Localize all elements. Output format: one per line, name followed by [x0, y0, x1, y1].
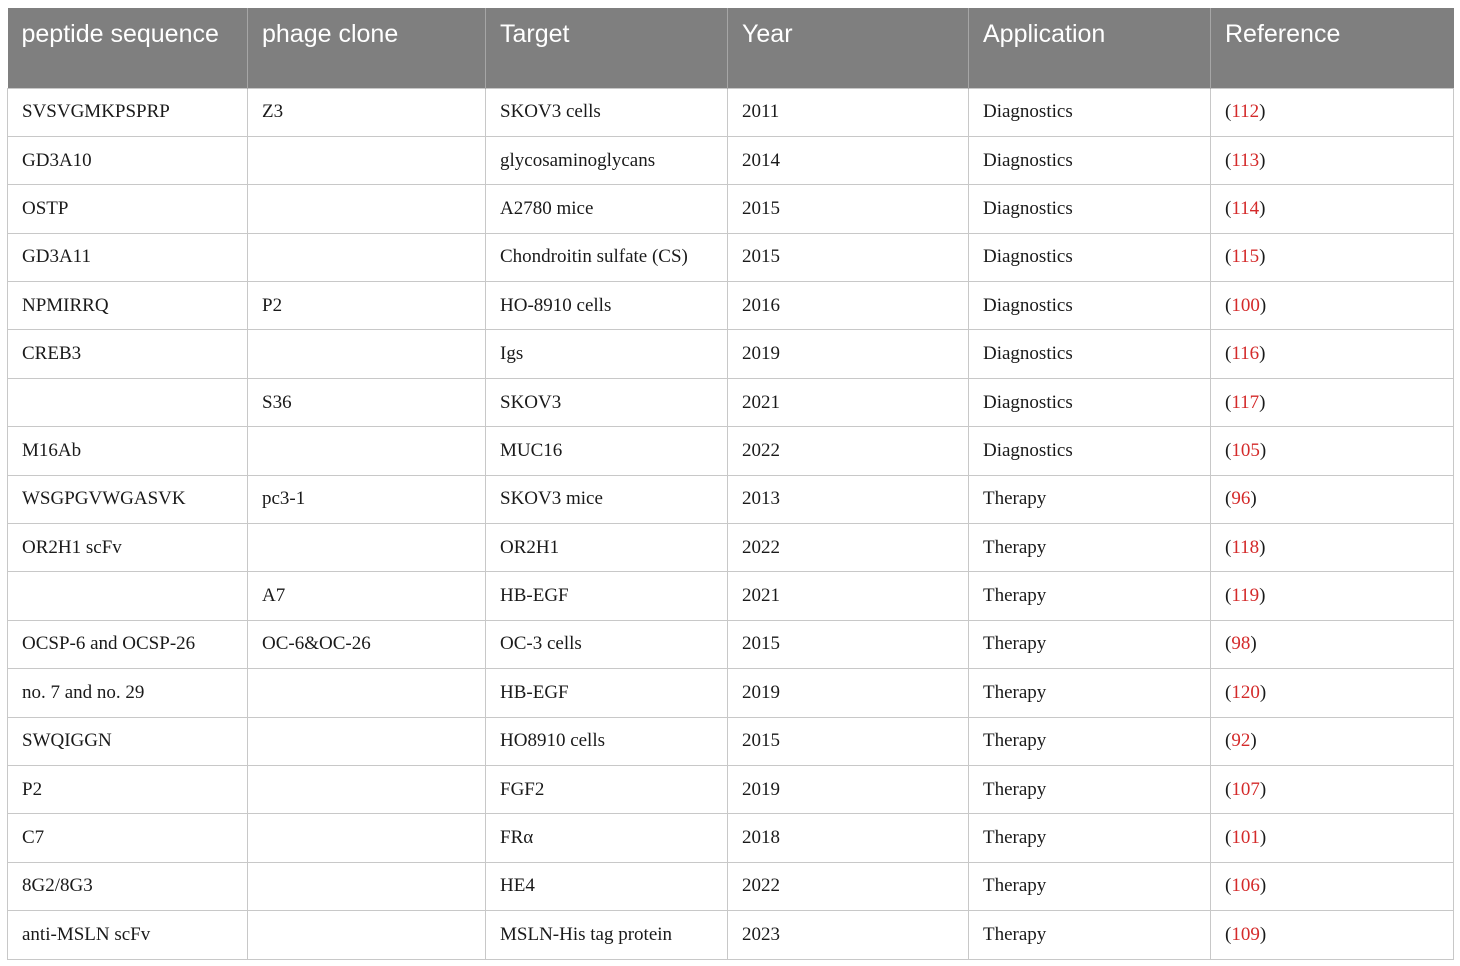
header-phage-clone: phage clone [248, 8, 486, 88]
reference-close-paren: ) [1250, 730, 1257, 752]
cell-reference [1211, 378, 1454, 426]
reference-close-paren: ) [1259, 681, 1267, 703]
table-row [8, 88, 1454, 136]
cell-reference [1211, 427, 1454, 475]
reference-link[interactable]: 106 [1231, 875, 1260, 897]
peptide-table [7, 8, 1454, 960]
cell-reference [1211, 911, 1454, 959]
reference-link[interactable]: 113 [1231, 149, 1260, 171]
cell-year: 2015 [728, 717, 969, 765]
cell-peptide-sequence: OCSP-6 and OCSP-26 [8, 620, 248, 668]
cell-year: 2021 [728, 378, 969, 426]
cell-reference [1211, 765, 1454, 813]
reference-open-paren: ( [1225, 197, 1232, 219]
cell-phage-clone: S36 [248, 378, 486, 426]
cell-target: OC-3 cells [486, 620, 728, 668]
cell-phage-clone [248, 524, 486, 572]
reference-link[interactable]: 109 [1231, 923, 1260, 945]
cell-target: glycosaminoglycans [486, 136, 728, 184]
cell-peptide-sequence: 8G2/8G3 [8, 862, 248, 910]
cell-phage-clone: OC-6&OC-26 [248, 620, 486, 668]
table-row [8, 282, 1454, 330]
cell-phage-clone: Z3 [248, 88, 486, 136]
reference-close-paren: ) [1259, 923, 1267, 945]
cell-target: HB-EGF [486, 669, 728, 717]
cell-year: 2016 [728, 282, 969, 330]
cell-application: Diagnostics [969, 378, 1211, 426]
reference-close-paren: ) [1259, 827, 1267, 849]
cell-application: Diagnostics [969, 88, 1211, 136]
cell-application: Therapy [969, 572, 1211, 620]
reference-close-paren: ) [1250, 633, 1257, 655]
reference-link[interactable]: 100 [1231, 294, 1260, 316]
cell-year: 2021 [728, 572, 969, 620]
reference-close-paren: ) [1259, 343, 1266, 365]
cell-phage-clone [248, 136, 486, 184]
cell-application: Diagnostics [969, 185, 1211, 233]
header-peptide-sequence: peptide sequence [8, 8, 248, 88]
reference-open-paren: ( [1225, 536, 1232, 558]
reference-open-paren: ( [1225, 827, 1232, 849]
table-row [8, 136, 1454, 184]
cell-application: Therapy [969, 814, 1211, 862]
cell-peptide-sequence: C7 [8, 814, 248, 862]
cell-phage-clone [248, 330, 486, 378]
cell-application: Diagnostics [969, 330, 1211, 378]
cell-reference [1211, 524, 1454, 572]
cell-phage-clone: A7 [248, 572, 486, 620]
reference-open-paren: ( [1225, 149, 1232, 171]
data-table-container [7, 8, 1453, 960]
header-row [8, 8, 1454, 88]
reference-link[interactable]: 120 [1231, 681, 1260, 703]
reference-open-paren: ( [1225, 778, 1232, 800]
cell-target: HO8910 cells [486, 717, 728, 765]
table-header [8, 8, 1454, 88]
cell-target: SKOV3 mice [486, 475, 728, 523]
cell-year: 2019 [728, 765, 969, 813]
cell-reference [1211, 814, 1454, 862]
cell-target: A2780 mice [486, 185, 728, 233]
table-row [8, 330, 1454, 378]
header-year: Year [728, 8, 969, 88]
cell-peptide-sequence: OR2H1 scFv [8, 524, 248, 572]
reference-open-paren: ( [1225, 294, 1232, 316]
cell-peptide-sequence: CREB3 [8, 330, 248, 378]
table-row [8, 862, 1454, 910]
reference-close-paren: ) [1259, 391, 1266, 413]
table-row [8, 911, 1454, 959]
reference-open-paren: ( [1225, 585, 1232, 607]
reference-link[interactable]: 101 [1231, 827, 1260, 849]
reference-close-paren: ) [1250, 488, 1257, 510]
reference-open-paren: ( [1225, 439, 1232, 461]
table-row [8, 572, 1454, 620]
reference-open-paren: ( [1225, 391, 1232, 413]
reference-link[interactable]: 98 [1231, 633, 1251, 655]
reference-open-paren: ( [1225, 246, 1232, 268]
cell-application: Therapy [969, 620, 1211, 668]
cell-target: OR2H1 [486, 524, 728, 572]
cell-reference [1211, 88, 1454, 136]
cell-application: Therapy [969, 911, 1211, 959]
cell-phage-clone [248, 765, 486, 813]
cell-phage-clone [248, 862, 486, 910]
reference-link[interactable]: 107 [1231, 778, 1260, 800]
reference-open-paren: ( [1225, 488, 1232, 510]
cell-application: Diagnostics [969, 427, 1211, 475]
cell-year: 2015 [728, 185, 969, 233]
cell-target: FRα [486, 814, 728, 862]
header-application: Application [969, 8, 1211, 88]
cell-target: Igs [486, 330, 728, 378]
cell-target: HB-EGF [486, 572, 728, 620]
reference-link[interactable]: 115 [1231, 246, 1260, 268]
cell-year: 2013 [728, 475, 969, 523]
reference-open-paren: ( [1225, 730, 1232, 752]
cell-phage-clone [248, 427, 486, 475]
cell-year: 2019 [728, 330, 969, 378]
reference-open-paren: ( [1225, 633, 1232, 655]
cell-application: Therapy [969, 765, 1211, 813]
cell-reference [1211, 717, 1454, 765]
cell-peptide-sequence [8, 378, 248, 426]
cell-year: 2014 [728, 136, 969, 184]
reference-close-paren: ) [1259, 246, 1266, 268]
reference-open-paren: ( [1225, 681, 1232, 703]
table-row [8, 524, 1454, 572]
reference-link[interactable]: 112 [1231, 101, 1260, 123]
cell-peptide-sequence: no. 7 and no. 29 [8, 669, 248, 717]
cell-reference [1211, 620, 1454, 668]
cell-peptide-sequence: OSTP [8, 185, 248, 233]
cell-reference [1211, 572, 1454, 620]
cell-peptide-sequence: SVSVGMKPSPRP [8, 88, 248, 136]
reference-link[interactable]: 96 [1231, 488, 1251, 510]
cell-reference [1211, 136, 1454, 184]
cell-peptide-sequence: M16Ab [8, 427, 248, 475]
cell-peptide-sequence: NPMIRRQ [8, 282, 248, 330]
reference-close-paren: ) [1259, 439, 1267, 461]
cell-target: MUC16 [486, 427, 728, 475]
cell-year: 2019 [728, 669, 969, 717]
reference-open-paren: ( [1225, 923, 1232, 945]
cell-application: Therapy [969, 475, 1211, 523]
cell-target: Chondroitin sulfate (CS) [486, 233, 728, 281]
reference-link[interactable]: 92 [1231, 730, 1251, 752]
cell-reference [1211, 475, 1454, 523]
cell-application: Diagnostics [969, 282, 1211, 330]
table-row [8, 185, 1454, 233]
cell-reference [1211, 669, 1454, 717]
cell-application: Therapy [969, 669, 1211, 717]
cell-reference [1211, 233, 1454, 281]
table-row [8, 765, 1454, 813]
header-reference: Reference [1211, 8, 1454, 88]
cell-peptide-sequence: GD3A11 [8, 233, 248, 281]
table-row [8, 717, 1454, 765]
table-row [8, 233, 1454, 281]
reference-link[interactable]: 114 [1231, 197, 1260, 219]
cell-year: 2015 [728, 233, 969, 281]
cell-reference [1211, 862, 1454, 910]
cell-phage-clone: P2 [248, 282, 486, 330]
cell-target: HO-8910 cells [486, 282, 728, 330]
table-row [8, 620, 1454, 668]
cell-phage-clone [248, 814, 486, 862]
reference-link[interactable]: 117 [1231, 391, 1260, 413]
cell-reference [1211, 330, 1454, 378]
cell-application: Diagnostics [969, 233, 1211, 281]
cell-reference [1211, 282, 1454, 330]
table-row [8, 475, 1454, 523]
cell-peptide-sequence: anti-MSLN scFv [8, 911, 248, 959]
reference-link[interactable]: 105 [1231, 439, 1260, 461]
reference-close-paren: ) [1259, 585, 1266, 607]
cell-application: Therapy [969, 524, 1211, 572]
reference-close-paren: ) [1259, 294, 1267, 316]
reference-link[interactable]: 116 [1231, 343, 1260, 365]
table-row [8, 378, 1454, 426]
cell-application: Therapy [969, 862, 1211, 910]
header-target: Target [486, 8, 728, 88]
cell-reference [1211, 185, 1454, 233]
cell-year: 2011 [728, 88, 969, 136]
reference-close-paren: ) [1259, 536, 1266, 558]
cell-phage-clone [248, 233, 486, 281]
reference-close-paren: ) [1259, 197, 1266, 219]
table-row [8, 427, 1454, 475]
table-row [8, 814, 1454, 862]
cell-target: HE4 [486, 862, 728, 910]
cell-phage-clone: pc3-1 [248, 475, 486, 523]
cell-year: 2022 [728, 524, 969, 572]
cell-target: SKOV3 [486, 378, 728, 426]
reference-open-paren: ( [1225, 101, 1232, 123]
cell-year: 2022 [728, 427, 969, 475]
cell-peptide-sequence: P2 [8, 765, 248, 813]
cell-target: FGF2 [486, 765, 728, 813]
cell-phage-clone [248, 185, 486, 233]
cell-peptide-sequence: GD3A10 [8, 136, 248, 184]
cell-phage-clone [248, 669, 486, 717]
cell-peptide-sequence: WSGPGVWGASVK [8, 475, 248, 523]
reference-open-paren: ( [1225, 343, 1232, 365]
cell-target: MSLN-His tag protein [486, 911, 728, 959]
cell-year: 2018 [728, 814, 969, 862]
cell-year: 2023 [728, 911, 969, 959]
reference-close-paren: ) [1259, 778, 1267, 800]
cell-peptide-sequence: SWQIGGN [8, 717, 248, 765]
table-body [8, 88, 1454, 959]
cell-application: Therapy [969, 717, 1211, 765]
reference-close-paren: ) [1259, 101, 1266, 123]
cell-peptide-sequence [8, 572, 248, 620]
cell-phage-clone [248, 717, 486, 765]
cell-year: 2015 [728, 620, 969, 668]
reference-close-paren: ) [1259, 149, 1266, 171]
cell-phage-clone [248, 911, 486, 959]
reference-open-paren: ( [1225, 875, 1232, 897]
reference-link[interactable]: 119 [1231, 585, 1260, 607]
cell-year: 2022 [728, 862, 969, 910]
reference-close-paren: ) [1259, 875, 1267, 897]
cell-target: SKOV3 cells [486, 88, 728, 136]
reference-link[interactable]: 118 [1231, 536, 1260, 558]
table-row [8, 669, 1454, 717]
cell-application: Diagnostics [969, 136, 1211, 184]
